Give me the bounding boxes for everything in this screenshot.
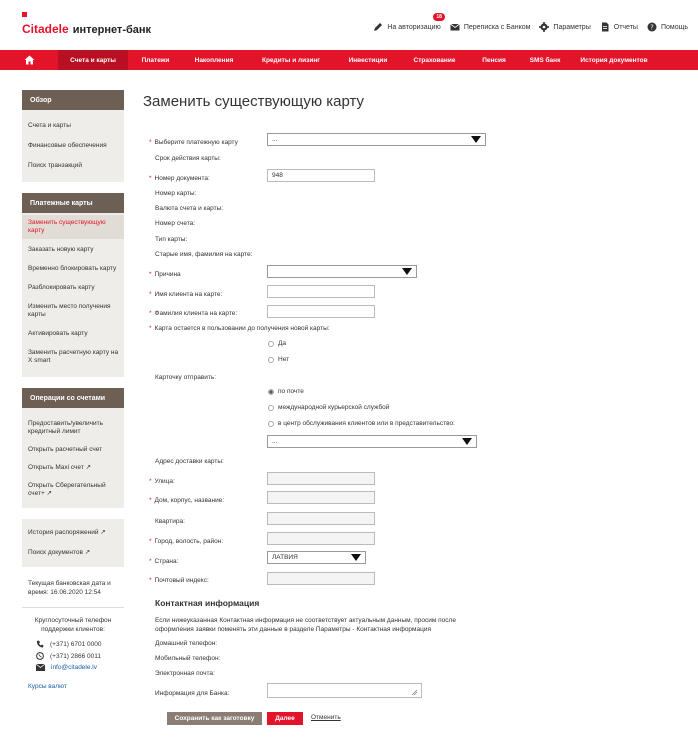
- last-name-label: Фамилия клиента на карте:: [154, 310, 238, 317]
- phone-row-1: [22, 638, 124, 650]
- required-mark: *: [149, 497, 152, 504]
- save-draft-button[interactable]: Сохранить как заготовку: [167, 712, 262, 725]
- radio-icon: [268, 341, 274, 347]
- keep-card-label: Карта остается в пользовании до получения новой карты:: [154, 325, 330, 332]
- required-mark: *: [149, 325, 152, 332]
- bank-info-label: Информация для Банка:: [155, 690, 230, 697]
- notification-badge: 18: [433, 13, 445, 21]
- sidebar-overview-title[interactable]: Обзор: [22, 90, 124, 110]
- nav-messages-label: Переписка с Банком: [463, 23, 531, 31]
- page-title: Заменить существующую карту: [143, 93, 365, 110]
- apartment-input[interactable]: [267, 512, 375, 525]
- first-name-label-row: [149, 291, 222, 298]
- svg-text:?: ?: [650, 23, 654, 32]
- send-post-label: по почте: [278, 388, 304, 395]
- gear-icon: [539, 22, 549, 32]
- nav-messages[interactable]: [450, 22, 531, 32]
- sidebar-item-open-maxi[interactable]: Открыть Maxi счет ↗: [28, 464, 92, 471]
- sidebar-item-activate-card[interactable]: Активировать карту: [28, 330, 88, 337]
- support-email-link[interactable]: info@citadele.lv: [51, 664, 97, 671]
- required-mark: *: [149, 478, 152, 485]
- street-label-row: [149, 478, 175, 485]
- menu-loans[interactable]: Кредиты и лизинг: [261, 56, 320, 64]
- required-mark: *: [149, 271, 152, 278]
- dropdown-arrow-icon: [471, 136, 481, 143]
- logo-brand: Citadele: [22, 22, 69, 36]
- radio-selected-icon: [268, 389, 274, 395]
- bank-date: Текущая банковская дата и время: 16.06.2020 12:54: [28, 580, 111, 596]
- payment-card-label: Выберите платежную карту: [154, 139, 238, 146]
- dropdown-arrow-icon: [402, 268, 412, 275]
- email-label: Электронная почта:: [155, 670, 215, 677]
- reason-select[interactable]: [267, 265, 417, 278]
- keep-yes-label: Да: [278, 340, 287, 347]
- doc-number-label-row: [149, 175, 210, 182]
- send-label: Карточку отправить:: [155, 374, 217, 381]
- country-select-value: ЛАТВИЯ: [272, 554, 298, 561]
- nav-authorization-label: На авторизацию: [387, 23, 441, 31]
- bank-info-textarea[interactable]: [267, 683, 422, 698]
- sidebar-item-block-card[interactable]: Временно блокировать карту: [28, 265, 117, 272]
- nav-settings[interactable]: [539, 22, 590, 32]
- sidebar-item-order-history[interactable]: История распоряжений ↗: [28, 529, 106, 536]
- zip-label-row: [149, 577, 209, 584]
- sidebar-ops-title[interactable]: Операции со счетами: [22, 388, 124, 408]
- last-name-input[interactable]: [267, 305, 375, 318]
- apartment-label: Квартира:: [155, 518, 185, 525]
- sidebar-cards-list: [22, 213, 124, 377]
- country-label-row: [149, 558, 178, 565]
- document-icon: [600, 22, 610, 32]
- email-row: [22, 662, 124, 673]
- pencil-icon: [373, 22, 383, 32]
- doc-number-label: Номер документа:: [154, 175, 210, 182]
- header: [0, 0, 698, 50]
- required-mark: *: [149, 139, 152, 146]
- house-label-row: [149, 497, 224, 504]
- sidebar-item-open-current[interactable]: Открыть расчетный счет: [28, 446, 103, 453]
- contact-title: Контактная информация: [155, 598, 260, 608]
- phone-2[interactable]: (+371) 2866 0011: [50, 652, 102, 660]
- first-name-label: Имя клиента на карте:: [154, 291, 223, 298]
- address-label: Адрес доставки карты:: [155, 458, 224, 465]
- keep-no-radio[interactable]: [268, 356, 289, 363]
- required-mark: *: [149, 291, 152, 298]
- house-input[interactable]: [267, 491, 375, 504]
- menu-pension[interactable]: Пенсия: [482, 56, 506, 64]
- country-select[interactable]: [267, 551, 366, 564]
- payment-card-select[interactable]: [267, 133, 486, 146]
- send-branch-label: в центр обслуживания клиентов или в представительство:: [278, 420, 455, 427]
- support-title: Круглосуточный телефон поддержки клиентов:: [34, 617, 112, 633]
- dropdown-arrow-icon: [462, 438, 472, 445]
- keep-card-label-row: [149, 325, 330, 332]
- reason-label-row: [149, 271, 181, 278]
- question-icon: [647, 22, 657, 32]
- nav-help-label: Помощь: [660, 23, 688, 31]
- send-post-radio[interactable]: [268, 388, 304, 395]
- street-label: Улица:: [154, 478, 175, 485]
- reason-label: Причина: [154, 271, 181, 278]
- main-menu: [0, 50, 698, 70]
- sidebar-item-open-savings[interactable]: Открыть Сберегательный счет+ ↗: [28, 482, 106, 497]
- sidebar-item-replace-card[interactable]: Заменить существующую карту: [22, 215, 124, 239]
- nav-reports-label: Отчеты: [613, 23, 638, 31]
- city-label-row: [149, 538, 223, 545]
- radio-icon: [268, 421, 274, 427]
- menu-accounts-cards[interactable]: Счета и карты: [58, 50, 128, 70]
- sidebar-ops-list: [22, 408, 124, 508]
- sidebar-extra-list: [22, 519, 124, 567]
- keep-yes-radio[interactable]: [268, 340, 286, 347]
- nav-reports[interactable]: [600, 22, 638, 32]
- account-label: Номер счета:: [155, 220, 196, 227]
- required-mark: *: [149, 558, 152, 565]
- old-name-label: Старые имя, фамилия на карте:: [155, 251, 253, 258]
- next-button[interactable]: Далее: [267, 712, 303, 725]
- required-mark: *: [149, 577, 152, 584]
- dropdown-arrow-icon: [351, 554, 361, 561]
- street-input[interactable]: [267, 472, 375, 485]
- sidebar-item-document-search[interactable]: Поиск документов ↗: [28, 549, 91, 556]
- sidebar-item-credit-limit[interactable]: Предоставить/увеличить кредитный лимит: [28, 420, 104, 435]
- required-mark: *: [149, 538, 152, 545]
- mobile-label: Мобильный телефон:: [155, 655, 221, 662]
- whatsapp-icon: [36, 652, 44, 660]
- phone-1[interactable]: (+371) 6701 0000: [50, 640, 102, 648]
- house-label: Дом, корпус, название:: [154, 497, 225, 504]
- doc-number-input[interactable]: 948: [267, 169, 375, 182]
- send-courier-label: международной курьерской службой: [278, 404, 390, 411]
- menu-document-history[interactable]: История документов: [580, 56, 648, 64]
- sidebar-item-transaction-search[interactable]: Поиск транзакций: [28, 162, 83, 169]
- cancel-link[interactable]: Отменить: [311, 714, 341, 721]
- send-courier-radio[interactable]: [268, 404, 389, 411]
- first-name-input[interactable]: [267, 285, 375, 298]
- menu-sms-bank[interactable]: SMS банк: [529, 56, 561, 64]
- sidebar-item-order-card[interactable]: Заказать новую карту: [28, 246, 94, 253]
- payment-card-label-row: [149, 139, 238, 146]
- menu-investments[interactable]: Инвестиции: [348, 56, 388, 64]
- payment-card-select-value: ...: [272, 136, 278, 143]
- home-icon: [24, 55, 35, 65]
- card-type-label: Тип карты:: [155, 236, 188, 243]
- branch-select-value: ...: [272, 438, 278, 445]
- sidebar-overview-list: [22, 110, 124, 182]
- sidebar-item-replace-xsmart[interactable]: Заменить расчетную карту на X smart: [28, 349, 119, 364]
- logo[interactable]: [22, 12, 151, 36]
- sidebar-cards-title[interactable]: Платежные карты: [22, 193, 124, 213]
- currency-label: Валюта счета и карты:: [155, 205, 224, 212]
- send-branch-radio[interactable]: [268, 420, 455, 427]
- radio-icon: [268, 357, 274, 363]
- nav-settings-label: Параметры: [553, 23, 591, 31]
- exchange-rates-link[interactable]: Курсы валют: [28, 683, 67, 690]
- required-mark: *: [149, 310, 152, 317]
- envelope-icon: [450, 22, 460, 32]
- zip-input[interactable]: [267, 572, 375, 585]
- email-icon: [36, 664, 45, 671]
- city-input[interactable]: [267, 532, 375, 545]
- branch-select[interactable]: [267, 435, 477, 448]
- home-phone-label: Домашний телефон:: [155, 640, 218, 647]
- sidebar-item-change-pickup[interactable]: Изменить место получения карты: [28, 303, 111, 318]
- home-button[interactable]: [0, 50, 58, 70]
- logo-mark-icon: [22, 12, 27, 17]
- validity-label: Срок действия карты:: [155, 155, 221, 162]
- required-mark: *: [149, 175, 152, 182]
- resize-handle-icon[interactable]: [411, 689, 417, 695]
- radio-icon: [268, 405, 274, 411]
- nav-help[interactable]: [647, 22, 688, 32]
- logo-text: интернет-банк: [72, 24, 152, 36]
- country-label: Страна:: [154, 558, 179, 565]
- sidebar-item-unblock-card[interactable]: Разблокировать карту: [28, 284, 95, 291]
- last-name-label-row: [149, 310, 237, 317]
- menu-insurance[interactable]: Страхование: [413, 56, 456, 64]
- contact-note: Если нижеуказанная Контактная информация не соответствует актуальным данным, просим после оформления заявки поменять эти данные в разделе Параметры - Контактная информация: [155, 617, 456, 633]
- top-nav: [373, 14, 688, 32]
- sidebar-item-accounts[interactable]: Счета и карты: [28, 122, 71, 129]
- menu-payments[interactable]: Платежи: [141, 56, 170, 64]
- nav-authorization[interactable]: [373, 14, 442, 32]
- menu-savings[interactable]: Накопления: [194, 56, 234, 64]
- zip-label: Почтовый индекс:: [154, 577, 209, 584]
- rates-row: [22, 673, 124, 690]
- card-number-label: Номер карты:: [155, 190, 197, 197]
- sidebar-item-collateral[interactable]: Финансовые обеспечения: [28, 142, 107, 149]
- keep-no-label: Нет: [278, 356, 290, 363]
- phone-row-2: [22, 650, 124, 662]
- sidebar: [22, 90, 124, 690]
- city-label: Город, волость, район:: [154, 538, 224, 545]
- phone-icon: [36, 640, 44, 648]
